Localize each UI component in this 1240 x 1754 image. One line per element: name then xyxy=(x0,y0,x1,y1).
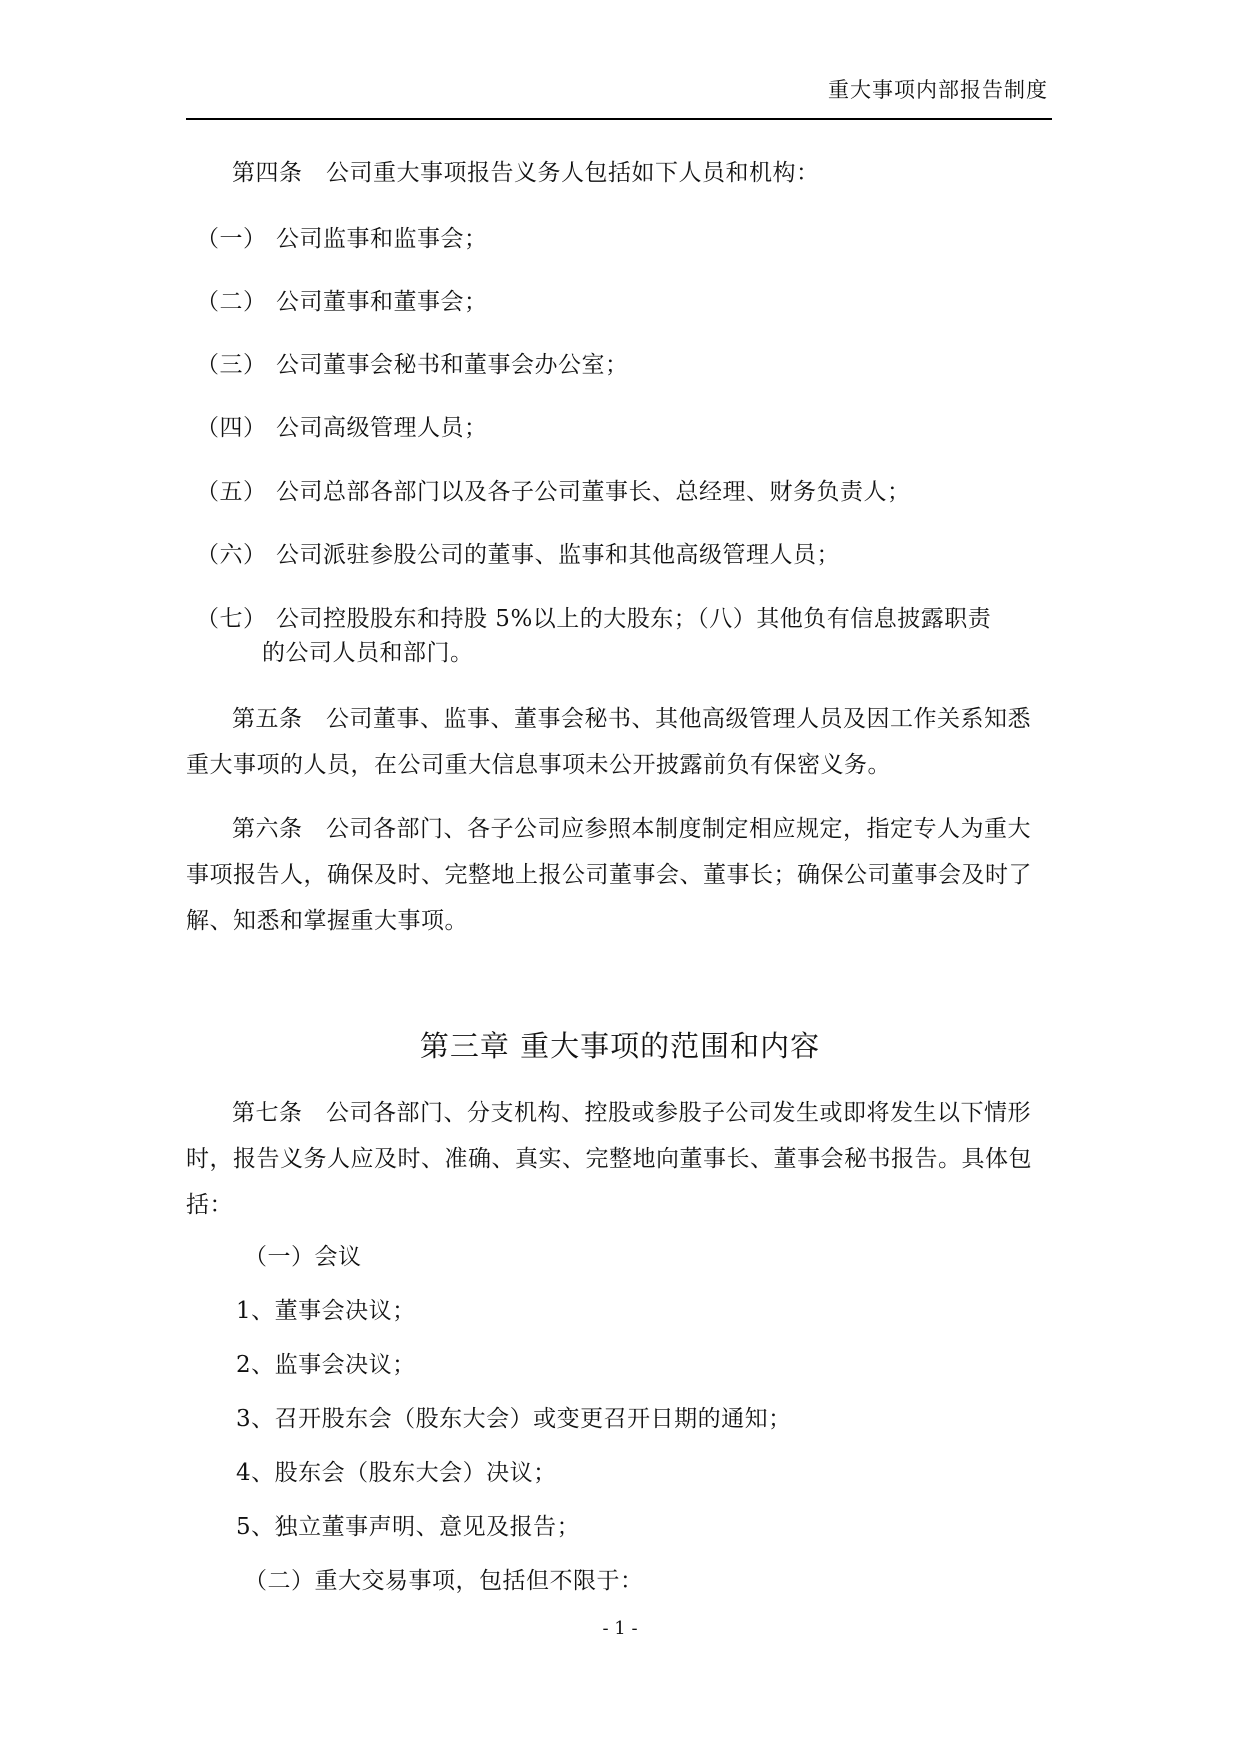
list-item-number: （二） xyxy=(196,289,267,315)
list-item-text: 公司董事和董事会； xyxy=(276,289,488,315)
list-item-number: （五） xyxy=(196,479,267,505)
list-item-text: 公司董事会秘书和董事会办公室； xyxy=(276,352,629,378)
list-item-number: （一） xyxy=(196,226,267,252)
list-item-text: 公司高级管理人员； xyxy=(276,415,488,441)
list-item xyxy=(196,285,1056,319)
section-heading-major-transactions: （二）重大交易事项，包括但不限于： xyxy=(244,1568,644,1594)
article-6-paragraph: 第六条 公司各部门、各子公司应参照本制度制定相应规定，指定专人为重大事项报告人，确保及时、完整地上报公司董事会、董事长；确保公司董事会及时了解、知悉和掌握重大事项。 xyxy=(186,816,1032,934)
article-5-paragraph: 第五条 公司董事、监事、董事会秘书、其他高级管理人员及因工作关系知悉重大事项的人员，在公司重大信息事项未公开披露前负有保密义务。 xyxy=(186,706,1031,778)
meeting-item: 1、董事会决议； xyxy=(236,1298,416,1324)
header-divider xyxy=(186,118,1052,120)
list-item-number: （四） xyxy=(196,415,267,441)
list-item-number: （六） xyxy=(196,542,267,568)
article-7-paragraph: 第七条 公司各部门、分支机构、控股或参股子公司发生或即将发生以下情形时，报告义务人应及时、准确、真实、完整地向董事长、董事会秘书报告。具体包括： xyxy=(186,1100,1032,1218)
list-item-number: （七） xyxy=(196,606,267,632)
section-heading-meetings: （一）会议 xyxy=(244,1244,362,1270)
list-item-text: 公司控股股东和持股 5%以上的大股东；（八）其他负有信息披露职责 xyxy=(276,606,992,632)
list-item xyxy=(196,222,1056,256)
chapter-title: 第三章 重大事项的范围和内容 xyxy=(419,1029,821,1063)
list-item-text: 公司派驻参股公司的董事、监事和其他高级管理人员； xyxy=(276,542,840,568)
list-item xyxy=(196,348,1056,382)
running-header: 重大事项内部报告制度 xyxy=(828,78,1048,102)
meeting-item: 3、召开股东会（股东大会）或变更召开日期的通知； xyxy=(236,1406,792,1432)
meeting-item: 2、监事会决议； xyxy=(236,1352,416,1378)
article-4-heading: 第四条 公司重大事项报告义务人包括如下人员和机构： xyxy=(232,160,820,186)
list-item-text: 公司监事和监事会； xyxy=(276,226,488,252)
list-item xyxy=(196,411,1056,445)
meeting-item: 5、独立董事声明、意见及报告； xyxy=(236,1514,581,1540)
list-item-continuation: 的公司人员和部门。 xyxy=(262,640,474,666)
meeting-item: 4、股东会（股东大会）决议； xyxy=(236,1460,557,1486)
page-number: - 1 - xyxy=(602,1618,638,1639)
list-item xyxy=(196,602,1056,636)
list-item-text: 公司总部各部门以及各子公司董事长、总经理、财务负责人； xyxy=(276,479,911,505)
list-item xyxy=(196,538,1056,572)
list-item-number: （三） xyxy=(196,352,267,378)
list-item xyxy=(196,475,1056,509)
